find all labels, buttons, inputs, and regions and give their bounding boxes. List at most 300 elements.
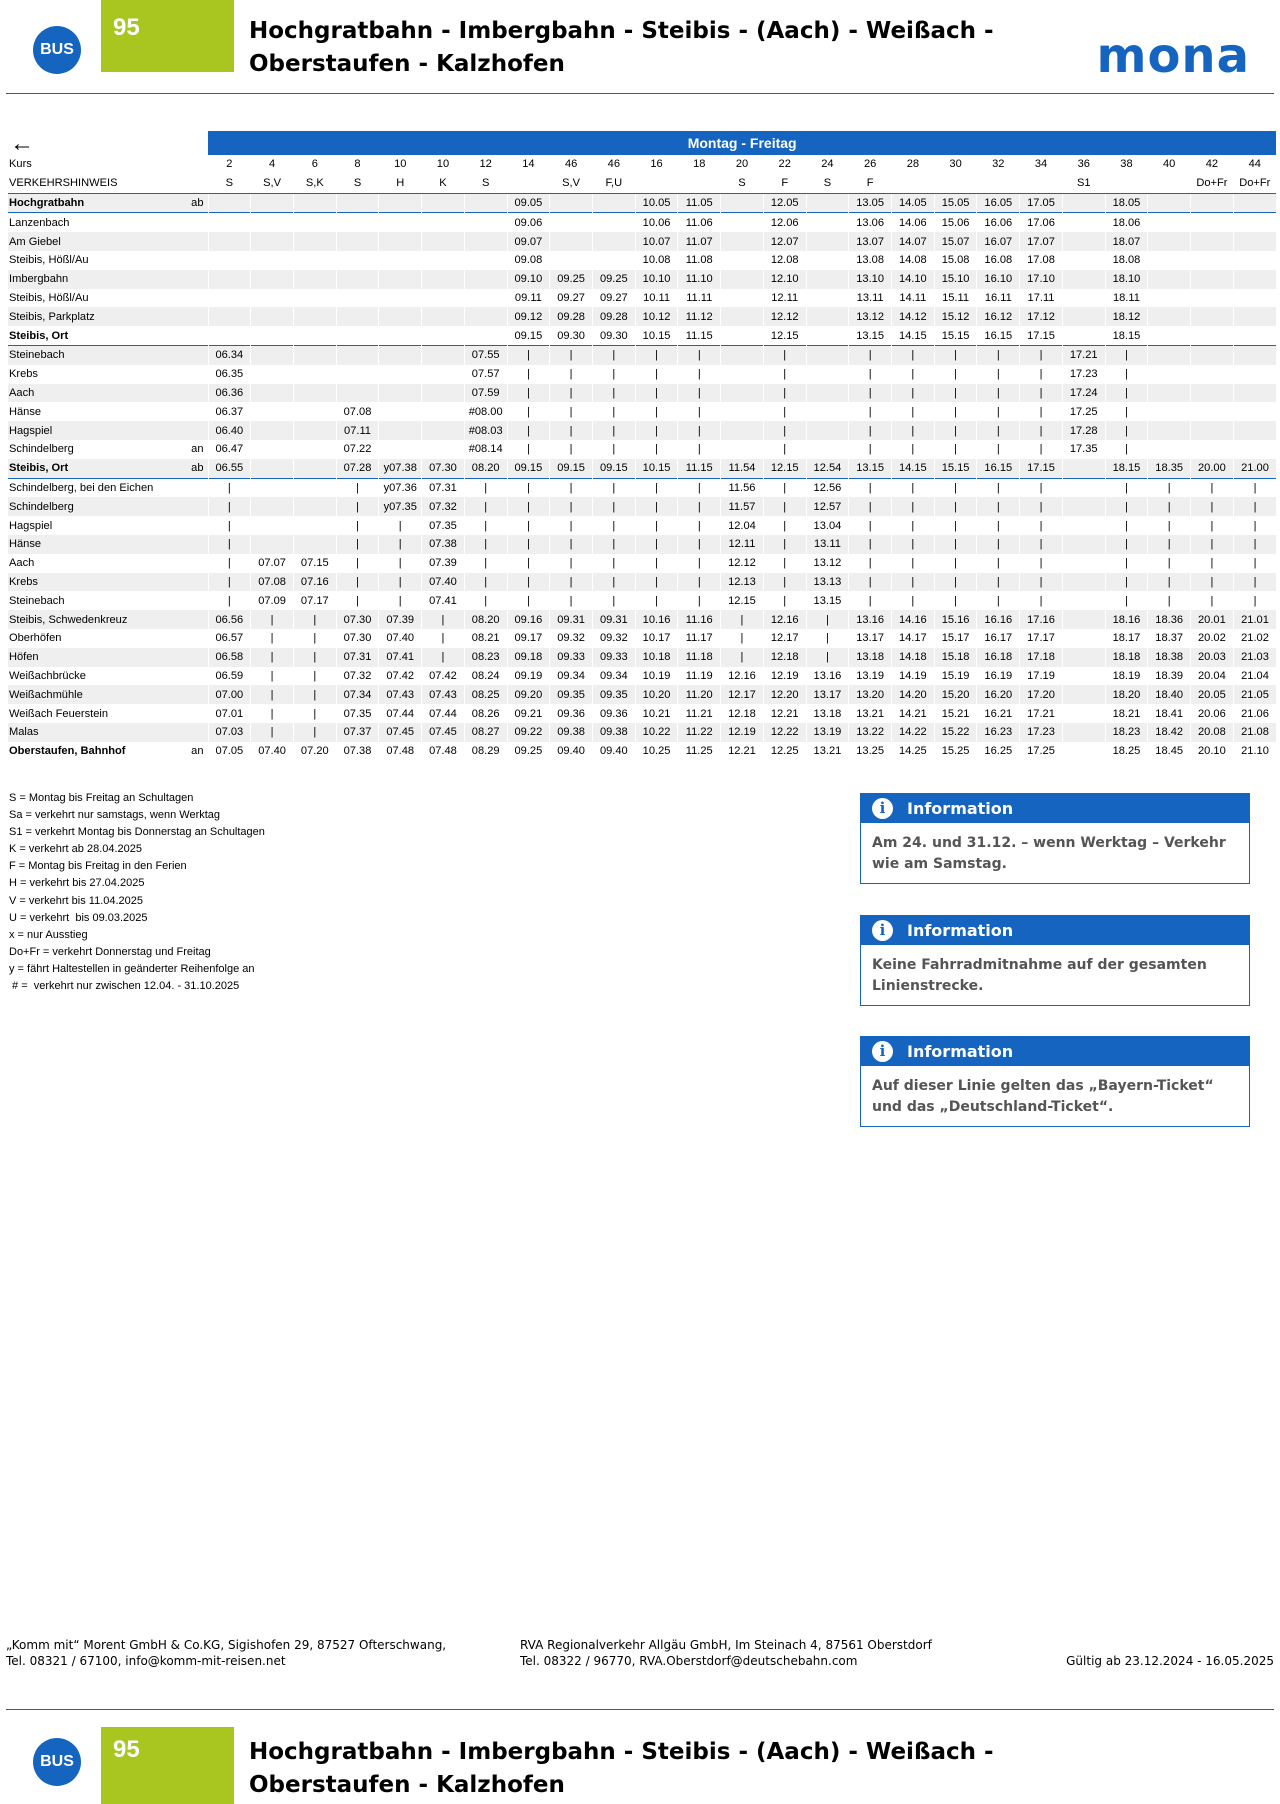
departure-time: 11.11 <box>678 289 721 308</box>
departure-time: 06.56 <box>208 610 251 629</box>
departure-time: | <box>892 516 935 535</box>
back-arrow-icon[interactable]: ← <box>10 130 34 157</box>
departure-time: | <box>1105 535 1148 554</box>
departure-time: 21.04 <box>1233 667 1276 686</box>
departure-time <box>1233 289 1276 308</box>
departure-time: 11.06 <box>678 213 721 232</box>
stop-name: Hänse <box>8 535 168 554</box>
departure-time: 16.08 <box>977 251 1020 270</box>
departure-time: | <box>507 591 550 610</box>
departure-time: 18.10 <box>1105 270 1148 289</box>
departure-time <box>336 193 379 213</box>
departure-time: | <box>251 648 294 667</box>
departure-time: 13.16 <box>806 667 849 686</box>
info-box-bicycle <box>860 915 1250 1006</box>
departure-time: | <box>251 629 294 648</box>
departure-time: | <box>678 535 721 554</box>
departure-time: 09.36 <box>550 704 593 723</box>
departure-time <box>1062 648 1105 667</box>
departure-time: 17.05 <box>1020 193 1063 213</box>
departure-time: 11.18 <box>678 648 721 667</box>
departure-time: 12.20 <box>763 685 806 704</box>
departure-time: 11.10 <box>678 270 721 289</box>
timetable-row <box>8 345 1276 364</box>
arrival-departure-marker <box>168 535 208 554</box>
departure-time: | <box>592 402 635 421</box>
departure-time: | <box>892 554 935 573</box>
stop-name: Steibis, Ort <box>8 459 168 478</box>
departure-time <box>550 213 593 232</box>
departure-time: | <box>251 704 294 723</box>
departure-time: | <box>1233 535 1276 554</box>
departure-time <box>251 402 294 421</box>
departure-time: 10.08 <box>635 251 678 270</box>
departure-time: 20.06 <box>1191 704 1234 723</box>
departure-time: | <box>1020 554 1063 573</box>
departure-time: 07.41 <box>422 591 465 610</box>
departure-time: 09.25 <box>592 270 635 289</box>
service-note: F <box>781 177 789 190</box>
departure-time: 10.07 <box>635 232 678 251</box>
departure-time: | <box>592 573 635 592</box>
legend-item: U = verkehrt bis 09.03.2025 <box>9 911 148 924</box>
departure-time: 07.30 <box>422 459 465 478</box>
departure-time: 09.21 <box>507 704 550 723</box>
arrival-departure-marker <box>168 384 208 403</box>
departure-time: | <box>550 516 593 535</box>
departure-time: 07.16 <box>293 573 336 592</box>
departure-time: 14.07 <box>892 232 935 251</box>
departure-time: 14.08 <box>892 251 935 270</box>
departure-time <box>293 516 336 535</box>
departure-time <box>251 440 294 459</box>
departure-time: | <box>293 648 336 667</box>
operator-contact: Tel. 08322 / 96770, RVA.Oberstdorf@deutschebahn.com <box>520 1654 858 1668</box>
departure-time <box>1191 402 1234 421</box>
departure-time <box>721 421 764 440</box>
departure-time: 17.23 <box>1020 723 1063 742</box>
timetable-row <box>8 704 1276 723</box>
departure-time: | <box>1105 440 1148 459</box>
departure-time <box>251 193 294 213</box>
departure-time: 18.21 <box>1105 704 1148 723</box>
departure-time: 10.25 <box>635 742 678 761</box>
timetable-row <box>8 610 1276 629</box>
departure-time: 07.11 <box>336 421 379 440</box>
departure-time <box>251 213 294 232</box>
departure-time: 06.37 <box>208 402 251 421</box>
departure-time: | <box>763 573 806 592</box>
departure-time: 12.56 <box>806 478 849 497</box>
departure-time: | <box>678 573 721 592</box>
departure-time: 10.21 <box>635 704 678 723</box>
stop-name: Steibis, Hößl/Au <box>9 291 89 304</box>
departure-time: 14.25 <box>892 742 935 761</box>
stop-name: Hochgratbahn <box>8 193 168 213</box>
kurs-number: 28 <box>906 158 920 171</box>
timetable-row <box>8 535 1276 554</box>
departure-time <box>336 345 379 364</box>
arrival-departure-marker <box>168 648 208 667</box>
timetable-row <box>8 516 1276 535</box>
departure-time: 09.11 <box>507 289 550 308</box>
departure-time: #08.00 <box>464 402 507 421</box>
departure-time <box>379 193 422 213</box>
departure-time: 09.33 <box>592 648 635 667</box>
departure-time <box>721 251 764 270</box>
departure-time <box>721 365 764 384</box>
operator-address-right <box>520 1637 1020 1669</box>
departure-time: | <box>336 497 379 516</box>
departure-time: 12.05 <box>763 193 806 213</box>
departure-time: 06.40 <box>208 421 251 440</box>
operator-contact: Tel. 08321 / 67100, info@komm-mit-reisen.net <box>6 1654 286 1668</box>
timetable-row <box>8 402 1276 421</box>
departure-time <box>251 307 294 326</box>
departure-time: 11.16 <box>678 610 721 629</box>
kurs-number: 24 <box>821 158 834 171</box>
header-divider <box>6 93 1274 94</box>
departure-time: | <box>379 516 422 535</box>
departure-time: 07.38 <box>336 742 379 761</box>
route-title-line2: Oberstaufen - Kalzhofen <box>249 51 565 77</box>
departure-time: | <box>592 384 635 403</box>
departure-time: 20.08 <box>1191 723 1234 742</box>
info-box-text: Am 24. und 31.12. – wenn Werktag – Verkehr wie am Samstag. <box>872 835 1226 872</box>
departure-time: | <box>1148 497 1191 516</box>
arrival-departure-marker <box>168 497 208 516</box>
departure-time: 12.18 <box>763 648 806 667</box>
timetable-row <box>8 251 1276 270</box>
departure-time: | <box>849 365 892 384</box>
departure-time: | <box>1105 497 1148 516</box>
departure-time: 07.43 <box>379 685 422 704</box>
departure-time: | <box>1191 478 1234 497</box>
departure-time <box>422 307 465 326</box>
departure-time: 12.21 <box>763 704 806 723</box>
arrival-departure-marker <box>168 554 208 573</box>
departure-time: 08.21 <box>464 629 507 648</box>
departure-time <box>379 421 422 440</box>
departure-time: 12.16 <box>721 667 764 686</box>
departure-time: 15.21 <box>934 704 977 723</box>
service-note: Do+Fr <box>1196 177 1228 190</box>
arrival-departure-marker <box>168 345 208 364</box>
departure-time: 14.15 <box>892 326 935 345</box>
departure-time: | <box>1020 384 1063 403</box>
timetable-row <box>8 270 1276 289</box>
departure-time: 21.02 <box>1233 629 1276 648</box>
departure-time: 13.12 <box>806 554 849 573</box>
departure-time: y07.35 <box>379 497 422 516</box>
arrival-departure-marker <box>168 289 208 308</box>
departure-time <box>251 345 294 364</box>
departure-time <box>464 232 507 251</box>
departure-time: 10.16 <box>635 610 678 629</box>
departure-time <box>336 270 379 289</box>
departure-time <box>379 384 422 403</box>
departure-time: | <box>635 345 678 364</box>
departure-time <box>208 251 251 270</box>
departure-time: 17.08 <box>1020 251 1063 270</box>
departure-time: 09.15 <box>592 459 635 478</box>
legend-item: # = verkehrt nur zwischen 12.04. - 31.10.2025 <box>9 980 240 993</box>
departure-time: | <box>763 591 806 610</box>
service-note <box>635 174 678 193</box>
service-note <box>977 174 1020 193</box>
departure-time: | <box>977 497 1020 516</box>
departure-time: | <box>1191 535 1234 554</box>
departure-time: 17.25 <box>1020 742 1063 761</box>
departure-time <box>1148 440 1191 459</box>
arrival-departure-marker <box>168 667 208 686</box>
departure-time <box>1191 289 1234 308</box>
departure-time: | <box>507 573 550 592</box>
stop-name: Weißach Feuerstein <box>9 707 109 720</box>
service-note: F,U <box>605 177 623 190</box>
departure-time: 07.32 <box>422 497 465 516</box>
departure-time <box>550 232 593 251</box>
departure-time: 13.13 <box>806 573 849 592</box>
departure-time <box>1062 610 1105 629</box>
departure-time: 07.45 <box>422 723 465 742</box>
departure-time <box>251 459 294 478</box>
departure-time: 11.08 <box>678 251 721 270</box>
departure-time: 17.18 <box>1020 648 1063 667</box>
departure-time: 13.20 <box>849 685 892 704</box>
arrival-departure-marker <box>168 365 208 384</box>
departure-time <box>1233 345 1276 364</box>
departure-time: 07.05 <box>208 742 251 761</box>
departure-time: 08.26 <box>464 704 507 723</box>
departure-time: 10.18 <box>635 648 678 667</box>
service-note: Do+Fr <box>1239 177 1271 190</box>
legend-item: S1 = verkehrt Montag bis Donnerstag an Schultagen <box>9 826 265 839</box>
timetable-row <box>8 591 1276 610</box>
departure-time: 11.17 <box>678 629 721 648</box>
departure-time: 13.05 <box>849 193 892 213</box>
departure-time: 18.23 <box>1105 723 1148 742</box>
departure-time: 16.10 <box>977 270 1020 289</box>
departure-time: 15.06 <box>934 213 977 232</box>
departure-time <box>251 497 294 516</box>
departure-time: 21.00 <box>1233 459 1276 478</box>
departure-time: | <box>1233 478 1276 497</box>
departure-time: 11.20 <box>678 685 721 704</box>
departure-time: | <box>849 554 892 573</box>
departure-time: | <box>1148 573 1191 592</box>
day-header-row <box>8 131 1276 155</box>
departure-time: 15.08 <box>934 251 977 270</box>
departure-time: | <box>1191 591 1234 610</box>
departure-time <box>464 251 507 270</box>
service-note <box>678 174 721 193</box>
stop-name: Steibis, Parkplatz <box>8 307 168 326</box>
service-note <box>1105 174 1148 193</box>
departure-time: | <box>592 345 635 364</box>
departure-time: 09.28 <box>550 307 593 326</box>
departure-time <box>251 516 294 535</box>
departure-time <box>293 326 336 345</box>
departure-time: | <box>934 365 977 384</box>
departure-time: 10.05 <box>635 193 678 213</box>
departure-time <box>806 289 849 308</box>
departure-time: | <box>635 365 678 384</box>
departure-time: | <box>977 554 1020 573</box>
mona-logo: mona <box>1096 28 1250 84</box>
departure-time: 18.17 <box>1105 629 1148 648</box>
departure-time <box>1191 213 1234 232</box>
departure-time <box>422 421 465 440</box>
departure-time <box>1062 742 1105 761</box>
departure-time: | <box>849 535 892 554</box>
departure-time <box>1233 384 1276 403</box>
departure-time: 17.24 <box>1062 384 1105 403</box>
departure-time: | <box>763 365 806 384</box>
arrival-departure-marker <box>168 610 208 629</box>
departure-time: 14.16 <box>892 610 935 629</box>
departure-time <box>1062 629 1105 648</box>
departure-time: | <box>507 402 550 421</box>
departure-time: 21.03 <box>1233 648 1276 667</box>
info-box-title: Information <box>907 1042 1014 1061</box>
departure-time: 07.30 <box>336 610 379 629</box>
timetable-row <box>8 685 1276 704</box>
departure-time: 09.15 <box>550 459 593 478</box>
service-note <box>892 174 935 193</box>
departure-time: 16.17 <box>977 629 1020 648</box>
departure-time: 08.20 <box>464 610 507 629</box>
departure-time: 12.18 <box>721 704 764 723</box>
departure-time: | <box>678 497 721 516</box>
departure-time: | <box>379 591 422 610</box>
departure-time <box>422 193 465 213</box>
stop-name: Steinebach <box>8 345 168 364</box>
departure-time: 12.04 <box>721 516 764 535</box>
departure-time: | <box>293 629 336 648</box>
departure-time <box>806 440 849 459</box>
departure-time: 16.12 <box>977 307 1020 326</box>
departure-time: | <box>293 667 336 686</box>
kurs-number: 8 <box>354 158 361 171</box>
departure-time: | <box>464 591 507 610</box>
departure-time: | <box>1191 497 1234 516</box>
departure-time: 09.19 <box>507 667 550 686</box>
departure-time: 15.16 <box>934 610 977 629</box>
departure-time <box>293 365 336 384</box>
departure-time: 09.30 <box>550 326 593 345</box>
departure-time: 06.36 <box>208 384 251 403</box>
operator-address-left <box>6 1637 506 1669</box>
departure-time <box>379 270 422 289</box>
arrival-departure-marker: an <box>191 745 204 758</box>
kurs-number: 46 <box>564 158 578 171</box>
departure-time <box>1191 326 1234 345</box>
departure-time <box>1191 421 1234 440</box>
timetable-row <box>8 232 1276 251</box>
departure-time <box>721 289 764 308</box>
departure-time: 17.11 <box>1020 289 1063 308</box>
departure-time: 07.40 <box>251 742 294 761</box>
departure-time <box>293 402 336 421</box>
departure-time: 17.19 <box>1020 667 1063 686</box>
kurs-number: 20 <box>735 158 749 171</box>
departure-time: 13.19 <box>849 667 892 686</box>
departure-time <box>1148 251 1191 270</box>
departure-time: | <box>849 384 892 403</box>
departure-time: | <box>934 402 977 421</box>
bus-badge: BUS <box>33 26 81 74</box>
departure-time: 17.21 <box>1020 704 1063 723</box>
departure-time: 13.15 <box>849 459 892 478</box>
departure-time: 16.06 <box>977 213 1020 232</box>
departure-time <box>1148 421 1191 440</box>
departure-time <box>806 232 849 251</box>
departure-time <box>1062 289 1105 308</box>
arrival-departure-marker <box>168 704 208 723</box>
departure-time: 12.57 <box>806 497 849 516</box>
departure-time <box>336 326 379 345</box>
stop-name: Aach <box>9 557 35 570</box>
departure-time: | <box>550 535 593 554</box>
departure-time <box>1148 232 1191 251</box>
departure-time <box>806 402 849 421</box>
departure-time: 15.20 <box>934 685 977 704</box>
timetable-row <box>8 723 1276 742</box>
departure-time: 13.18 <box>806 704 849 723</box>
departure-time: | <box>892 535 935 554</box>
departure-time <box>251 535 294 554</box>
departure-time: 13.15 <box>849 326 892 345</box>
service-note: S1 <box>1076 177 1091 190</box>
arrival-departure-marker <box>168 723 208 742</box>
departure-time: 09.40 <box>592 742 635 761</box>
departure-time: | <box>635 440 678 459</box>
departure-time: 07.59 <box>464 384 507 403</box>
stop-name: Imbergbahn <box>8 270 168 289</box>
timetable-row <box>8 478 1276 497</box>
arrival-departure-marker: ab <box>168 459 208 478</box>
departure-time: | <box>635 573 678 592</box>
departure-time: | <box>635 516 678 535</box>
departure-time: | <box>1020 345 1063 364</box>
departure-time <box>721 270 764 289</box>
departure-time: 15.17 <box>934 629 977 648</box>
stop-name: Schindelberg <box>8 497 168 516</box>
departure-time: 18.18 <box>1105 648 1148 667</box>
kurs-number: 32 <box>992 158 1005 171</box>
stop-name: Oberhöfen <box>9 632 62 645</box>
departure-time: 18.38 <box>1148 648 1191 667</box>
line-number: 95 <box>101 0 234 72</box>
departure-time: | <box>977 345 1020 364</box>
departure-time: 06.35 <box>208 365 251 384</box>
info-icon: i <box>872 798 893 819</box>
departure-time: | <box>1020 535 1063 554</box>
arrival-departure-marker <box>168 270 208 289</box>
departure-time: 12.07 <box>763 232 806 251</box>
departure-time: 14.17 <box>892 629 935 648</box>
departure-time <box>293 421 336 440</box>
departure-time: | <box>293 723 336 742</box>
timetable-row <box>8 307 1276 326</box>
departure-time: | <box>550 573 593 592</box>
departure-time: | <box>251 667 294 686</box>
departure-time: 14.22 <box>892 723 935 742</box>
departure-time: | <box>977 478 1020 497</box>
departure-time: | <box>1191 516 1234 535</box>
info-box-header <box>861 794 1249 823</box>
